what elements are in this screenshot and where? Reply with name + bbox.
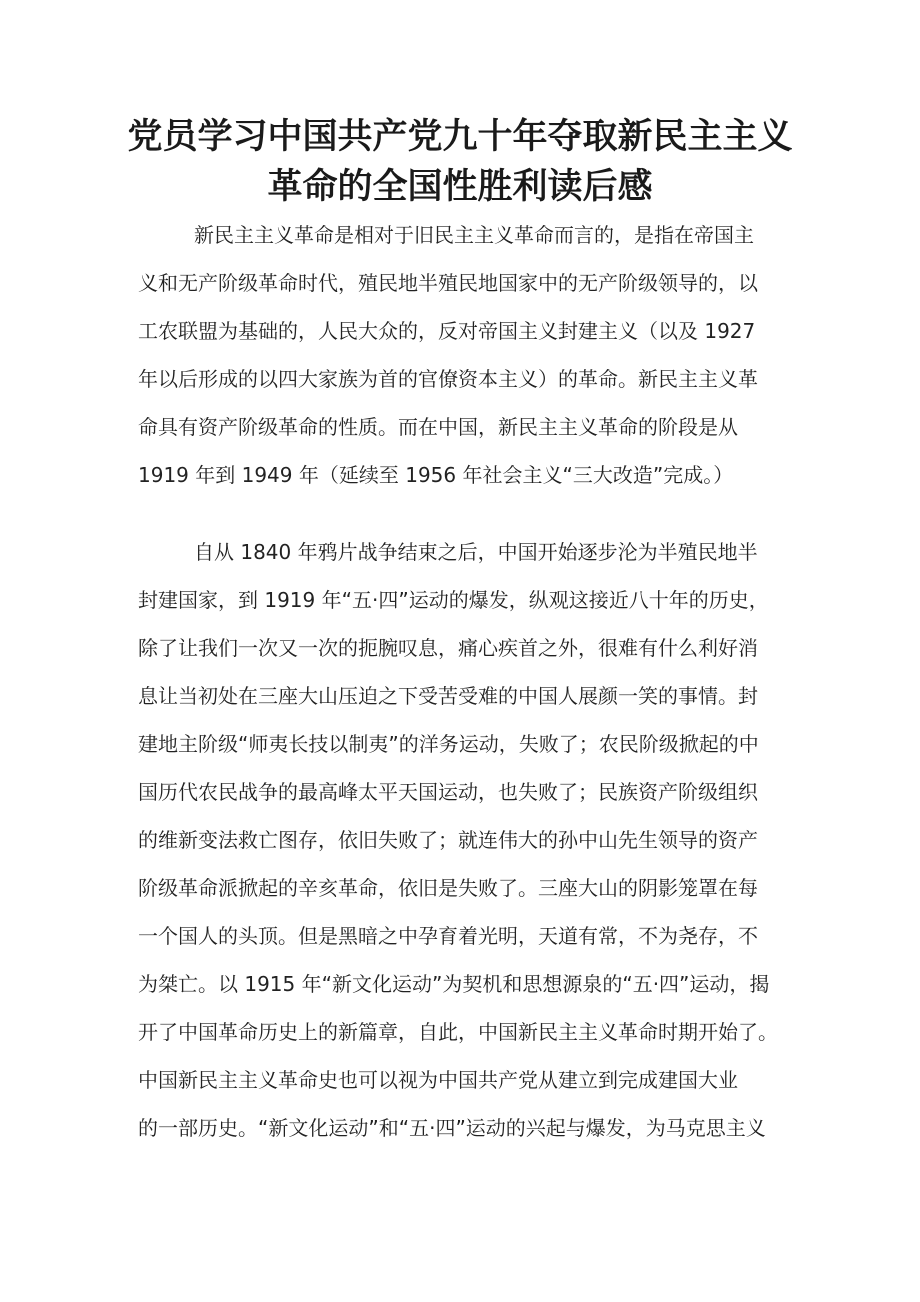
paragraph-line: 的一部历史。“新文化运动”和“五·四”运动的兴起与爆发，为马克思主义 xyxy=(138,1116,766,1140)
paragraph-line: 年以后形成的以四大家族为首的官僚资本主义）的革命。新民主主义革 xyxy=(138,367,758,391)
paragraph-line: 阶级革命派掀起的辛亥革命，依旧是失败了。三座大山的阴影笼罩在每 xyxy=(138,876,758,900)
paragraph-line: 新民主主义革命是相对于旧民主主义革命而言的，是指在帝国主 xyxy=(194,223,754,247)
paragraph-line: 命具有资产阶级革命的性质。而在中国，新民主主义革命的阶段是从 xyxy=(138,415,738,439)
paragraph-line: 工农联盟为基础的，人民大众的，反对帝国主义封建主义（以及 1927 xyxy=(138,319,756,343)
document-title-line-2: 革命的全国性胜利读后感 xyxy=(267,167,653,207)
paragraph-line: 建地主阶级“师夷长技以制夷”的洋务运动，失败了；农民阶级掀起的中 xyxy=(138,732,759,756)
paragraph-line: 国历代农民战争的最高峰太平天国运动，也失败了；民族资产阶级组织 xyxy=(138,780,758,804)
document-title-line-1: 党员学习中国共产党九十年夺取新民主主义 xyxy=(127,117,793,157)
paragraph-line: 除了让我们一次又一次的扼腕叹息，痛心疾首之外，很难有什么利好消 xyxy=(138,636,758,660)
paragraph-line: 开了中国革命历史上的新篇章，自此，中国新民主主义革命时期开始了。 xyxy=(138,1020,778,1044)
paragraph-line: 一个国人的头顶。但是黑暗之中孕育着光明，天道有常，不为尧存，不 xyxy=(138,924,758,948)
paragraph-line: 息让当初处在三座大山压迫之下受苦受难的中国人展颜一笑的事情。封 xyxy=(138,684,758,708)
paragraph-line: 1919 年到 1949 年（延续至 1956 年社会主义“三大改造”完成。） xyxy=(138,463,734,487)
paragraph-line: 的维新变法救亡图存，依旧失败了；就连伟大的孙中山先生领导的资产 xyxy=(138,828,758,852)
paragraph-line: 封建国家，到 1919 年“五·四”运动的爆发，纵观这接近八十年的历史， xyxy=(138,588,769,612)
paragraph-line: 中国新民主主义革命史也可以视为中国共产党从建立到完成建国大业 xyxy=(138,1068,738,1092)
paragraph-line: 义和无产阶级革命时代，殖民地半殖民地国家中的无产阶级领导的，以 xyxy=(138,271,758,295)
paragraph-line: 自从 1840 年鸦片战争结束之后，中国开始逐步沦为半殖民地半 xyxy=(194,540,758,564)
paragraph-line: 为桀亡。以 1915 年“新文化运动”为契机和思想源泉的“五·四”运动，揭 xyxy=(138,972,770,996)
